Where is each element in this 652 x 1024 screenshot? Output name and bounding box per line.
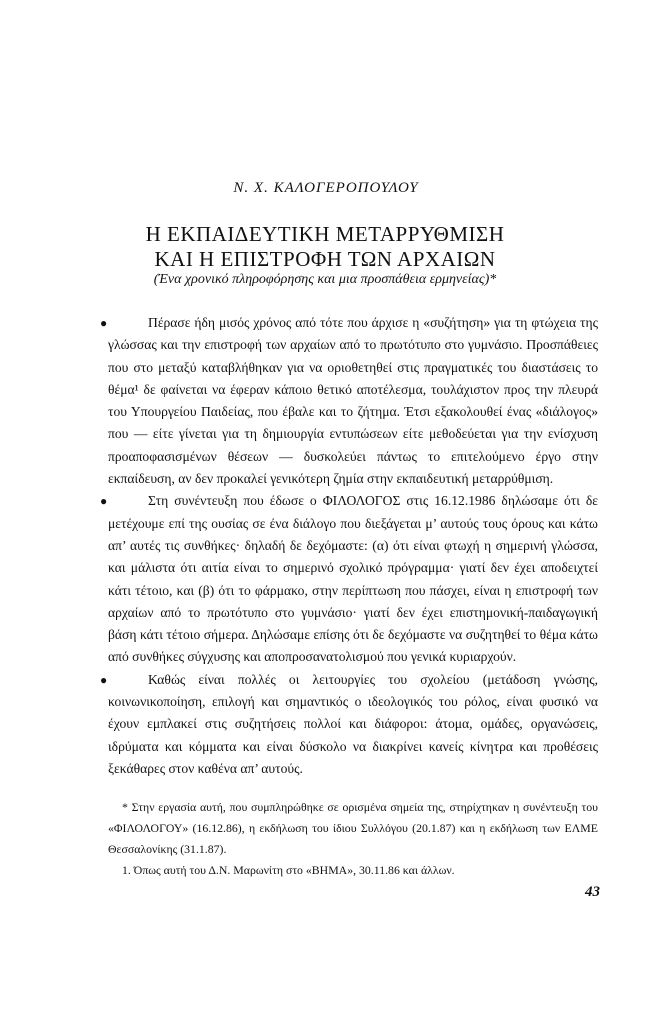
page-number: 43 <box>585 884 600 900</box>
article-author: Ν. Χ. ΚΑΛΟΓΕΡΟΠΟΥΛΟΥ <box>233 180 419 196</box>
body-paragraph-3 <box>100 669 598 780</box>
footnote-1: 1. Όπως αυτή του Δ.Ν. Μαρωνίτη στο «ΒΗΜΑ», 30.11.86 και άλλων. <box>122 863 455 877</box>
body-paragraph-2 <box>100 490 598 668</box>
bullet-marker-3: ● <box>100 672 108 687</box>
article-title-line-1: Η ΕΚΠΑΙΔΕΥΤΙΚΗ ΜΕΤΑΡΡΥΘΜΙΣΗ <box>145 222 505 246</box>
body-paragraph-2-text: Στη συνέντευξη που έδωσε ο ΦΙΛΟΛΟΓΟΣ στις 16.12.1986 δηλώσαμε ότι δε μετέχουμε επί της ουσίας σε ένα διάλογο που διεξάγεται μ’ αυτούς τους όρους και κάτω απ’ αυτές τις συνθήκες· δηλαδή δε δεχόμαστε: (α) ότι είναι φτωχή η σημερινή γλώσσα, και μάλιστα ότι αιτία είναι το σημερινό σχολικό πρόγραμμα· γιατί δεν έχει αποδειχτεί κάτι τέτοιο, και (β) ότι το φάρμακο, στην περίπτωση που πάσχει, είναι η επιστροφή των αρχαίων από το πρωτότυπο στο γυμνάσιο· γιατί δεν έχει επιστημονική-παιδαγωγική βάση κάτι τέτοιο σήμερα. Δηλώσαμε επίσης ότι δε δεχόμαστε να συζητηθεί το θέμα κάτω από συνθήκες σύγχυσης και αποπροσανατολισμού που γενικά κυριαρχούν. <box>108 493 598 665</box>
article-subtitle: (Ένα χρονικό πληροφόρησης και μια προσπάθεια ερμηνείας)* <box>153 272 497 287</box>
article-body <box>100 312 598 780</box>
body-paragraph-1-text: Πέρασε ήδη μισός χρόνος από τότε που άρχισε η «συζήτηση» για τη φτώχεια της γλώσσας και την επιστροφή των αρχαίων από το πρωτότυπο στο γυμνάσιο. Προσπάθειες που στο μεταξύ καταβλήθηκαν για να οριοθετηθεί στις πραγματικές του διαστάσεις το θέμα¹ δε φαίνεται να έφεραν κάποιο θετικό αποτέλεσμα, τουλάχιστον προς την πλευρά του Υπουργείου Παιδείας, που έβαλε και το ζήτημα. Έτσι εξακολουθεί ένας «διάλογος» που — είτε γίνεται για τη δημιουργία εντυπώσεων είτε μεθοδεύεται για την ενίσχυση προαποφασισμένων θέσεων — δυσκολεύει πάντως το επιτελούμενο έργο στην εκπαίδευση, αν δεν προκαλεί γενικότερη ζημία στην εκπαιδευτική μεταρρύθμιση. <box>108 315 598 487</box>
body-paragraph-1 <box>100 312 598 490</box>
bullet-marker-2: ● <box>100 494 108 509</box>
footnote-asterisk: * Στην εργασία αυτή, που συμπληρώθηκε σε ορισμένα σημεία της, στηρίχτηκαν η συνέντευξη του «ΦΙΛΟΛΟΓΟΥ» (16.12.86), η εκδήλωση του ίδιου Συλλόγου (20.1.87) και η εκδήλωση των ΕΛΜΕ Θεσσαλονίκης (31.1.87). <box>108 800 598 856</box>
bullet-marker-1: ● <box>100 316 108 330</box>
article-title-line-2: ΚΑΙ Η ΕΠΙΣΤΡΟΦΗ ΤΩΝ ΑΡΧΑΙΩΝ <box>154 247 496 271</box>
body-paragraph-3-text: Καθώς είναι πολλές οι λειτουργίες του σχολείου (μετάδοση γνώσης, κοινωνικοποίηση, επιλογή και σημαντικός ο ιδεολογικός του ρόλος, είναι φυσικό να έχουν εμπλακεί στις συζητήσεις πολλοί και διάφοροι: άτομα, ομάδες, οργανώσεις, ιδρύματα και κόμματα και είναι δύσκολο να διακρίνει κανείς κίνητρα και προθέσεις ξεκάθαρες στον καθένα απ’ αυτούς. <box>108 671 598 776</box>
footnotes <box>108 797 598 881</box>
article-title <box>60 222 590 272</box>
